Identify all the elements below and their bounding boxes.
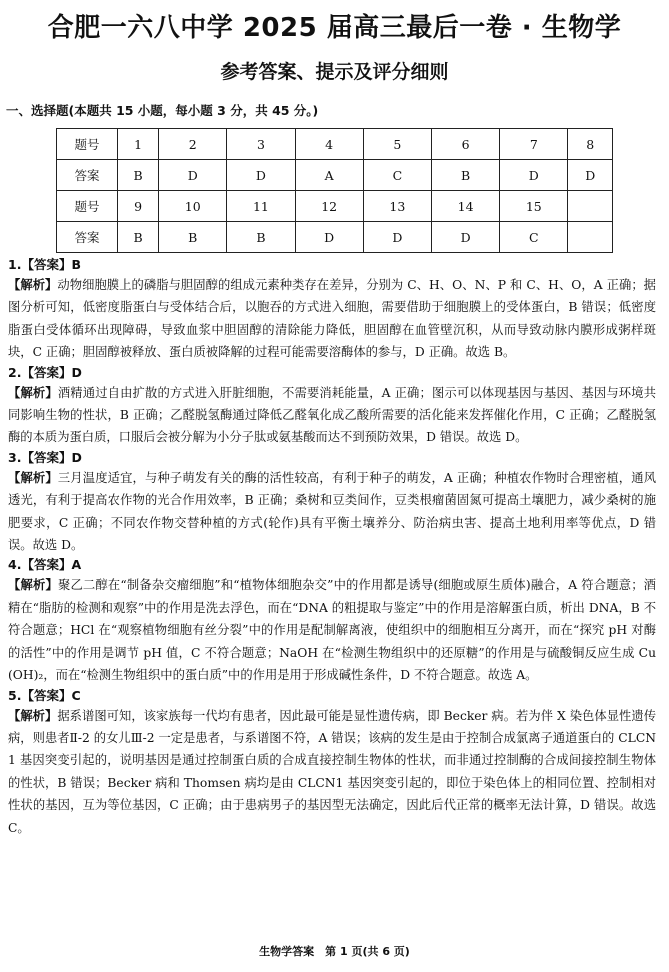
answer-cell: D [159,160,227,191]
explanation-text: 据系谱图可知，该家族每一代均有患者，因此最可能是显性遗传病，即 Becker 病。若为伴 X 染色体显性遗传病，则患者Ⅱ-2 的女儿Ⅲ-2 一定是患者，与系谱图不符，A 错误；该病的发生是由于控制合成氯离子通道蛋白的 CLCN1 基因突变引起的，说明基因是通过控制蛋白质的合成直接控制生物体的性状，而非通过控制酶的合成间接控制生物体的性状，B 错误；Becker 病和 Thomsen 病均是由 CLCN1 基因突变引起的，即位于染色体上的相同位置、控制相对性状的基因，互为等位基因，C 正确；由于患病男子的基因型无法确定，因此后代正常的概率无法计算，D 错误。故选 C。 [8,708,656,835]
answer-cell: D [227,160,295,191]
answer-line: 2.【答案】D [8,364,82,380]
answer-cell: D [568,160,613,191]
question-number: 5 [363,129,431,160]
explanation-paragraph [8,574,656,686]
row-label-question: 题号 [57,191,118,222]
question-number: 9 [118,191,159,222]
answer-cell: B [118,222,159,253]
question-number: 10 [159,191,227,222]
question-number: 8 [568,129,613,160]
question-number: 11 [227,191,295,222]
explanation-text: 酒精通过自由扩散的方式进入肝脏细胞，不需要消耗能量，A 正确；图示可以体现基因与基因、基因与环境共同影响生物的性状，B 正确；乙醛脱氢酶通过降低乙醛氧化成乙酸所需要的活化能来发挥催化作用，C 正确；乙醛脱氢酶的本质为蛋白质，口服后会被分解为小分子肽或氨基酸而达不到预防效果，D 错误。故选 D。 [8,385,656,445]
answer-cell: A [295,160,363,191]
question-block-5 [8,687,656,839]
section-heading: 一、选择题(本题共 15 小题，每小题 3 分，共 45 分。) [6,103,319,118]
question-number: 4 [295,129,363,160]
answer-table [56,128,613,253]
answer-cell: D [431,222,499,253]
explanation-paragraph [8,274,656,364]
question-number: 15 [500,191,568,222]
table-row [57,191,613,222]
explanation-tag: 【解析】 [8,470,58,485]
answer-cell: C [363,160,431,191]
table-row [57,160,613,191]
answer-cell: C [500,222,568,253]
explanation-tag: 【解析】 [8,278,58,292]
page-subtitle: 参考答案、提示及评分细则 [220,61,449,83]
question-block-4 [8,556,656,686]
answer-cell: D [363,222,431,253]
answer-line: 1.【答案】B [8,257,81,272]
answer-cell: B [227,222,295,253]
explanation-paragraph [8,705,656,839]
question-block-2 [8,364,656,449]
question-number: 1 [118,129,159,160]
question-number: 6 [431,129,499,160]
explanation-text: 三月温度适宜，与种子萌发有关的酶的活性较高，有利于种子的萌发，A 正确；种植农作物时合理密植，通风透光，有利于提高农作物的光合作用效率，B 正确；桑树和豆类间作，豆类根瘤菌固氮可提高土壤肥力，减少桑树的施肥要求，C 正确；不同农作物交替种植的方式(轮作)具有平衡土壤养分、防治病虫害、提高土地利用率等优点，D 错误。故选 D。 [8,470,656,553]
row-label-answer: 答案 [57,160,118,191]
answer-line: 4.【答案】A [8,557,82,573]
explanation-text: 动物细胞膜上的磷脂与胆固醇的组成元素种类存在差异，分别为 C、H、O、N、P 和 C、H、O，A 正确；据图分析可知，低密度脂蛋白与受体结合后，以胞吞的方式进入细胞，需要借助于细胞膜上的受体蛋白，B 错误；低密度脂蛋白受体循环出现障碍，导致血浆中胆固醇的清除能力降低，胆固醇在血管壁沉积，从而导致动脉内膜形成粥样斑块，C 正确；胆固醇被释放、蛋白质被降解的过程可能需要溶酶体的参与，D 正确。故选 B。 [8,278,656,360]
answer-cell: D [500,160,568,191]
question-number: 2 [159,129,227,160]
explanation-tag: 【解析】 [8,708,58,723]
question-number: 7 [500,129,568,160]
answer-cell: B [431,160,499,191]
answer-line: 5.【答案】C [8,687,81,703]
answer-cell: B [159,222,227,253]
explanation-paragraph [8,467,656,557]
answer-cell: B [118,160,159,191]
page-title: 合肥一六八中学 2025 届高三最后一卷 · 生物学 [47,13,622,43]
explanations [8,256,656,839]
table-row [57,129,613,160]
page-footer: 生物学答案 第 1 页(共 6 页) [259,945,410,958]
explanation-tag: 【解析】 [8,385,58,400]
question-number: 3 [227,129,295,160]
question-number: 14 [431,191,499,222]
question-number: 12 [295,191,363,222]
row-label-question: 题号 [57,129,118,160]
table-row [57,222,613,253]
answer-cell: D [295,222,363,253]
question-block-1 [8,256,656,364]
explanation-text: 聚乙二醇在“制备杂交瘤细胞”和“植物体细胞杂交”中的作用都是诱导(细胞或原生质体)融合，A 符合题意；酒精在“脂肪的检测和观察”中的作用是洗去浮色，而在“DNA 的粗提取与鉴定”中的作用是溶解蛋白质，析出 DNA，B 不符合题意；HCl 在“观察植物细胞有丝分裂”中的作用是配制解离液，使组织中的细胞相互分离开，而在“探究 pH 对酶的活性”中的作用是调节 pH 值，C 不符合题意；NaOH 在“检测生物组织中的还原糖”的作用是与硫酸铜反应生成 Cu(OH)₂，而在“检测生物组织中的蛋白质”中的作用是用于形成碱性条件，D 不符合题意。故选 A。 [8,578,656,683]
question-number [568,191,613,222]
question-number: 13 [363,191,431,222]
explanation-paragraph [8,382,656,449]
answer-cell [568,222,613,253]
row-label-answer: 答案 [57,222,118,253]
explanation-tag: 【解析】 [8,578,58,593]
answer-line: 3.【答案】D [8,449,82,465]
question-block-3 [8,449,656,557]
